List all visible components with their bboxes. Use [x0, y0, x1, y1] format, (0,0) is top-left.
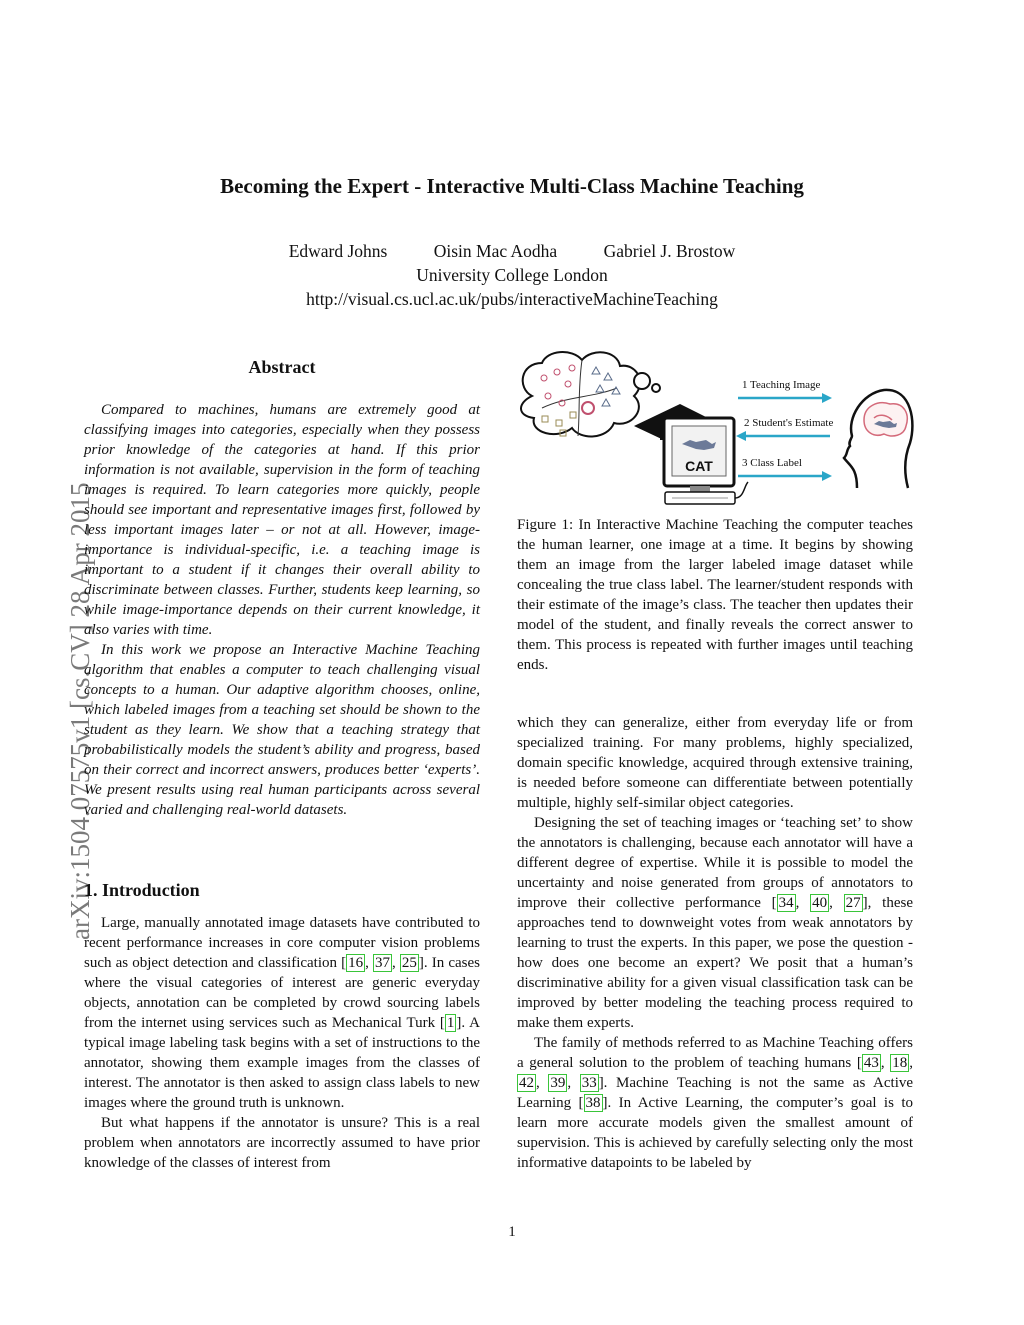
citation-link[interactable]: 38: [585, 1095, 601, 1111]
body-paragraph: Designing the set of teaching images or ‘teaching set’ to show the annotators is challenging, because each annotator will have a different degree of expertise. While it is possible to model the uncertainty and noise generated from groups of annotators to improve their collective performance [ 34 , 40 , 27 ], these approaches tend to downweight votes from weak annotators by learning to trust the experts. In this paper, we pose the question - how does one become an expert? We posit that a human’s discriminative ability for a given visual classification task can be improved by better modeling the teaching process required to make them experts.: [517, 815, 913, 1031]
citation-link[interactable]: 42: [519, 1075, 534, 1091]
abstract-paragraph: In this work we propose an Interactive Machine Teaching algorithm that enables a computer to teach challenging visual concepts to a human. Our adaptive algorithm chooses, online, which labeled images from a teaching set should be shown to the student as they learn. We show that a teaching strategy that probabilistically models the student’s ability and progress, based on their correct and incorrect answers, produces better ‘experts’. We present results using real human participants across several varied and challenging real-world datasets.: [84, 642, 480, 818]
citation-link[interactable]: 25: [401, 955, 417, 971]
author-list: [0, 241, 1024, 262]
page-number: 1: [508, 1224, 516, 1240]
citation-link[interactable]: 37: [375, 955, 390, 971]
computer-icon: [664, 418, 748, 504]
intro-paragraph: But what happens if the annotator is unsure? This is a real problem when annotators are incorrectly assumed to have prior knowledge of the classes of interest from: [84, 1115, 480, 1171]
citation-link[interactable]: 39: [550, 1075, 566, 1091]
arrow-label-teaching-image: 1 Teaching Image: [742, 379, 821, 391]
arrow-student-estimate: [736, 431, 830, 441]
body-paragraph: The family of methods referred to as Machine Teaching offers a general solution to the problem of teaching humans [ 43 , 18 , 42 , 39 , 33 ]. Machine Teaching is not the same as Active Learning [ 38 ]. In Active Learning, the computer’s goal is to learn more accurate models given the smallest amount of supervision. This is achieved by carefully selecting only the most informative datapoints to be labeled by: [517, 1035, 914, 1171]
citation-link[interactable]: 16: [348, 955, 364, 971]
author-name: Gabriel J. Brostow: [603, 241, 736, 261]
arrow-class-label: [738, 471, 832, 481]
section-heading-introduction: 1. Introduction: [84, 880, 200, 900]
teaching-figure: [512, 348, 917, 508]
arrow-label-class-label: 3 Class Label: [742, 457, 802, 469]
figure-caption: Figure 1: In Interactive Machine Teaching the computer teaches the human learner, one image at a time. It begins by showing them an image from the larger labeled image dataset while concealing the true class label. The learner/student responds with their estimate of the image’s class. The teacher then updates their model of the student, and finally reveals the correct answer to them. This process is repeated with further images until teaching ends.: [517, 517, 913, 673]
citation-link[interactable]: 27: [845, 895, 861, 911]
arrow-label-student-estimate: 2 Student's Estimate: [744, 417, 834, 429]
abstract-body: [84, 400, 480, 820]
abstract-paragraph: Compared to machines, humans are extremely good at classifying images into categories, especially when they possess prior knowledge of the categories at hand. If this prior information is not available, supervision in the form of teaching images is required. To learn categories more quickly, people should see important and representative images first, followed by less important images later – or not at all. However, image-importance is individual-specific, i.e. a teaching image is important to a student if it changes their overall ability to discriminate between classes. Further, students keep learning, so while image-importance depends on their current knowledge, it also varies with time.: [84, 402, 480, 638]
citation-link[interactable]: 34: [778, 895, 794, 911]
citation-link[interactable]: 33: [581, 1075, 597, 1091]
arrow-teaching-image: [738, 393, 832, 403]
project-url[interactable]: http://visual.cs.ucl.ac.uk/pubs/interactiveMachineTeaching: [306, 289, 718, 309]
brain-icon: [864, 403, 907, 436]
citation-link[interactable]: 1: [446, 1015, 455, 1031]
author-name: Oisin Mac Aodha: [433, 241, 558, 261]
right-column-body: [517, 713, 913, 1173]
abstract-heading: Abstract: [248, 357, 316, 377]
author-name: Edward Johns: [288, 241, 388, 261]
intro-paragraph: Large, manually annotated image datasets have contributed to recent performance increases in core computer vision problems such as object detection and classification [ 16 , 37 , 25 ]. In cases where the visual categories of interest are generic everyday objects, annotation can be completed by crowd sourcing labels from the internet using services such as Mechanical Turk [ 1 ]. A typical image labeling task begins with a set of instructions to the annotator, showing them example images from the classes of interest. The annotator is then asked to assign class labels to new images where the ground truth is unknown.: [84, 915, 481, 1111]
arxiv-id: arXiv:1504.07575v1 [cs.CV] 28 Apr 2015: [65, 482, 95, 940]
citation-link[interactable]: 18: [892, 1055, 908, 1071]
arxiv-watermark: [20, 355, 95, 940]
citation-link[interactable]: 43: [863, 1055, 879, 1071]
body-paragraph: which they can generalize, either from everyday life or from specialized training. For many problems, highly specialized, domain specific knowledge, acquired through extensive training, is needed before someone can differentiate between potentially multiple, highly self-similar object categories.: [517, 715, 913, 811]
introduction-body: [84, 913, 480, 1173]
paper-title: Becoming the Expert - Interactive Multi-Class Machine Teaching: [220, 174, 804, 198]
citation-link[interactable]: 40: [812, 895, 828, 911]
cat-label: CAT: [685, 458, 713, 474]
affiliation: University College London: [416, 265, 608, 285]
